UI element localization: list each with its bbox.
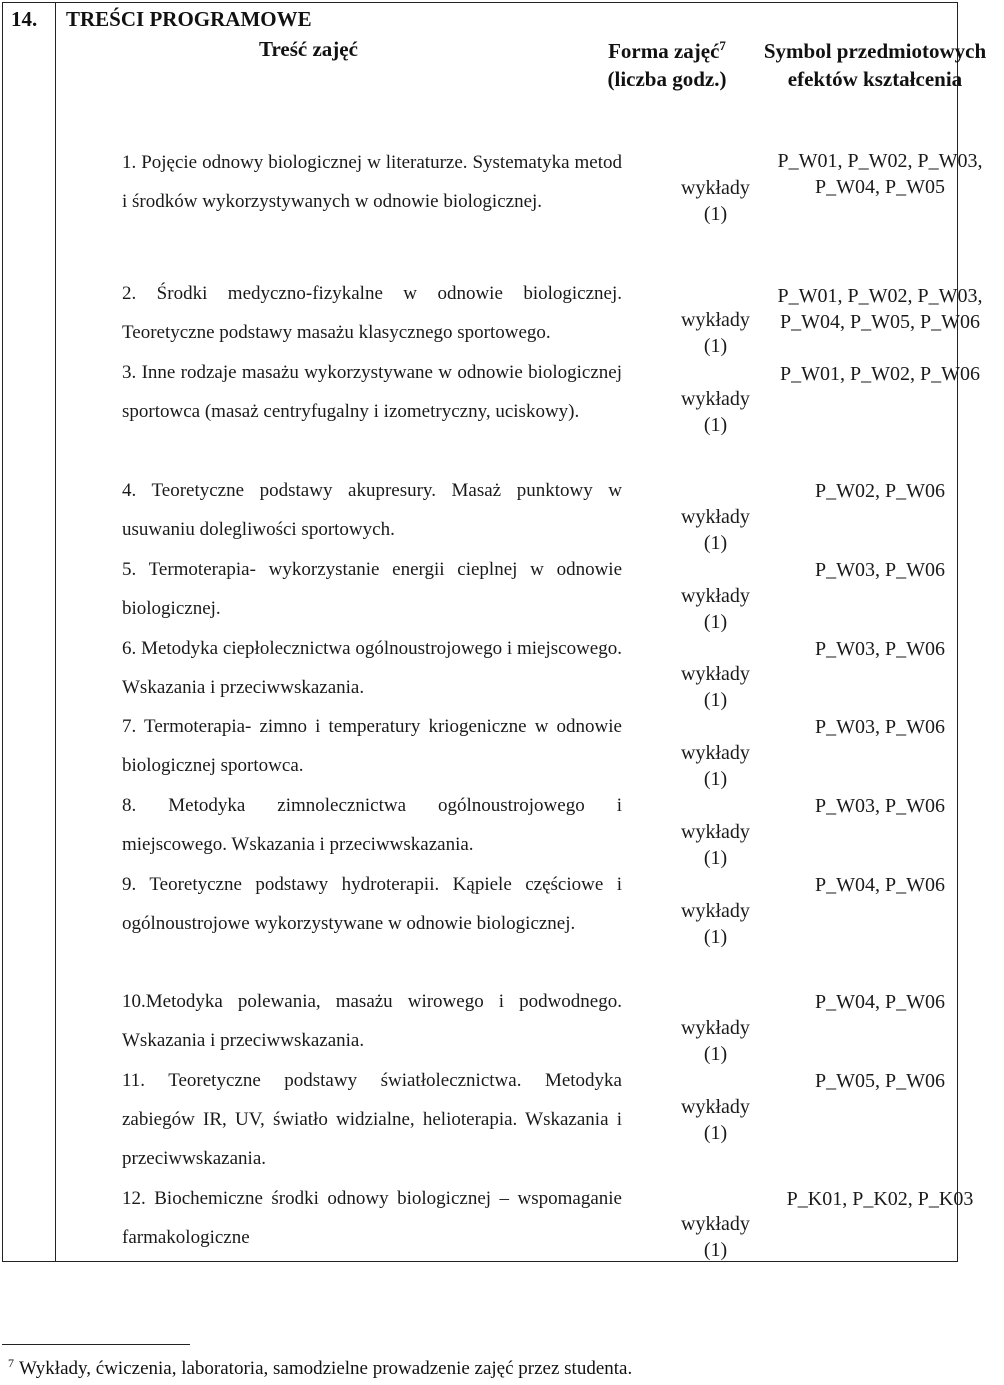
row-5-form bbox=[638, 583, 793, 635]
row-6-description: 6. Metodyka ciepłolecznictwa ogólnoustrojowego i miejscowego. Wskazania i przeciwwskazania. bbox=[122, 638, 622, 698]
row-6-symbols: P_W03, P_W06 bbox=[815, 638, 945, 660]
row-4-form bbox=[638, 504, 793, 556]
row-4-form-type: wykłady bbox=[681, 506, 750, 528]
section-body bbox=[56, 3, 987, 1262]
row-5-description: 5. Termoterapia- wykorzystanie energii cieplnej w odnowie biologicznej. bbox=[122, 559, 622, 619]
row-1-description: 1. Pojęcie odnowy biologicznej w literaturze. Systematyka metod i środków wykorzystywanych w odnowie biologicznej. bbox=[122, 152, 622, 212]
row-9-description: 9. Teoretyczne podstawy hydroterapii. Kąpiele częściowe i ogólnoustrojowe wykorzystywane w odnowie biologicznej. bbox=[122, 874, 622, 934]
row-11-form-type: wykłady bbox=[681, 1096, 750, 1118]
row-7-form bbox=[638, 740, 793, 792]
row-2-hours: (1) bbox=[703, 335, 728, 357]
row-4-hours: (1) bbox=[703, 532, 728, 554]
header-content: Treść zajęć bbox=[259, 37, 358, 61]
footnote-separator bbox=[2, 1344, 190, 1345]
row-7-description: 7. Termoterapia- zimno i temperatury kriogeniczne w odnowie biologicznej sportowca. bbox=[122, 716, 622, 776]
row-3-description: 3. Inne rodzaje masażu wykorzystywane w odnowie biologicznej sportowca (masaż centryfugalny i izometryczny, uciskowy). bbox=[122, 362, 622, 422]
row-1-form-type: wykłady bbox=[681, 177, 750, 199]
content-table bbox=[2, 2, 987, 1262]
row-12-hours: (1) bbox=[703, 1239, 728, 1261]
row-10-form-type: wykłady bbox=[681, 1017, 750, 1039]
row-7-hours: (1) bbox=[703, 768, 728, 790]
row-8-symbols: P_W03, P_W06 bbox=[815, 795, 945, 817]
row-8-form-type: wykłady bbox=[681, 821, 750, 843]
row-7-form-type: wykłady bbox=[681, 742, 750, 764]
row-11-form bbox=[638, 1094, 793, 1146]
row-2-form-type: wykłady bbox=[681, 309, 750, 331]
row-10-symbols: P_W04, P_W06 bbox=[815, 991, 945, 1013]
header-form-footnote-mark: 7 bbox=[719, 38, 726, 53]
row-12-description: 12. Biochemiczne środki odnowy biologicznej – wspomaganie farmakologiczne bbox=[122, 1188, 622, 1248]
row-10-hours: (1) bbox=[703, 1043, 728, 1065]
row-9-form bbox=[638, 898, 793, 950]
row-11-description: 11. Teoretyczne podstawy światłolecznictwa. Metodyka zabiegów IR, UV, światło widzialne, helioterapia. Wskazania i przeciwwskazania. bbox=[122, 1070, 622, 1169]
row-1-symbols: P_W01, P_W02, P_W03, P_W04, P_W05 bbox=[777, 150, 983, 198]
row-5-form-type: wykłady bbox=[681, 585, 750, 607]
row-11-hours: (1) bbox=[703, 1122, 728, 1144]
row-2-description: 2. Środki medyczno-fizykalne w odnowie biologicznej. Teoretyczne podstawy masażu klasycznego sportowego. bbox=[122, 283, 622, 343]
row-5-symbols: P_W03, P_W06 bbox=[815, 559, 945, 581]
row-8-description: 8. Metodyka zimnolecznictwa ogólnoustrojowego i miejscowego. Wskazania i przeciwwskazania. bbox=[122, 795, 622, 855]
section-number: 14. bbox=[3, 3, 56, 1262]
row-6-form bbox=[638, 661, 793, 713]
row-1-hours: (1) bbox=[703, 203, 728, 225]
header-symbol: Symbol przedmiotowych efektów kształcenia bbox=[763, 39, 987, 91]
row-8-form bbox=[638, 819, 793, 871]
row-3-hours: (1) bbox=[703, 414, 728, 436]
row-3-symbols: P_W01, P_W02, P_W06 bbox=[780, 363, 980, 385]
footnote-text: Wykłady, ćwiczenia, laboratoria, samodzielne prowadzenie zajęć przez studenta. bbox=[19, 1358, 633, 1379]
row-4-symbols: P_W02, P_W06 bbox=[815, 480, 945, 502]
footnote bbox=[8, 1355, 633, 1380]
row-9-symbols: P_W04, P_W06 bbox=[815, 874, 945, 896]
row-5-hours: (1) bbox=[703, 611, 728, 633]
row-6-hours: (1) bbox=[703, 689, 728, 711]
row-11-symbols: P_W05, P_W06 bbox=[815, 1070, 945, 1092]
row-9-hours: (1) bbox=[703, 926, 728, 948]
row-7-symbols: P_W03, P_W06 bbox=[815, 716, 945, 738]
row-10-form bbox=[638, 1015, 793, 1067]
row-10-description: 10.Metodyka polewania, masażu wirowego i podwodnego. Wskazania i przeciwwskazania. bbox=[122, 991, 622, 1051]
row-2-symbols: P_W01, P_W02, P_W03, P_W04, P_W05, P_W06 bbox=[777, 285, 983, 333]
row-8-hours: (1) bbox=[703, 847, 728, 869]
row-12-form-type: wykłady bbox=[681, 1213, 750, 1235]
row-12-symbols: P_K01, P_K02, P_K03 bbox=[786, 1188, 974, 1210]
row-9-form-type: wykłady bbox=[681, 900, 750, 922]
footnote-mark: 7 bbox=[8, 1355, 14, 1370]
row-6-form-type: wykłady bbox=[681, 663, 750, 685]
row-4-description: 4. Teoretyczne podstawy akupresury. Masaż punktowy w usuwaniu dolegliwości sportowych. bbox=[122, 480, 622, 540]
section-title: TREŚCI PROGRAMOWE bbox=[66, 7, 312, 31]
header-form-sub: (liczba godz.) bbox=[607, 67, 727, 91]
header-form-label: Forma zajęć bbox=[608, 39, 720, 63]
row-12-form bbox=[638, 1211, 793, 1263]
row-3-form-type: wykłady bbox=[681, 388, 750, 410]
header-form bbox=[589, 37, 745, 93]
row-3-form bbox=[638, 386, 793, 438]
